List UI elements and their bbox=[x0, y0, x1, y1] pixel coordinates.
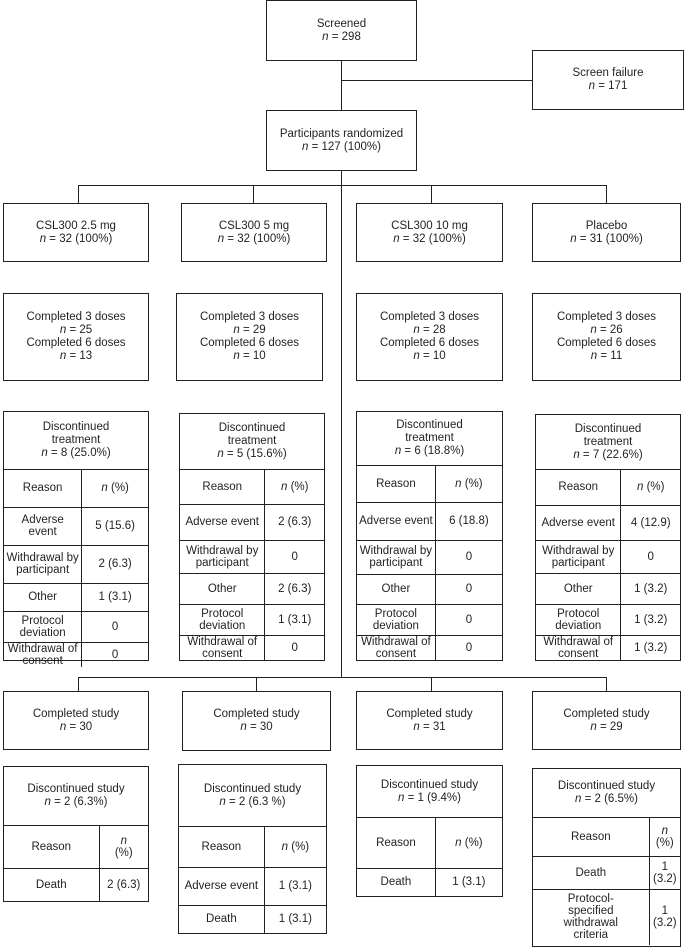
table-row bbox=[4, 642, 148, 667]
screen-failure-n: n = 171 bbox=[588, 80, 628, 92]
reason-cell: Death bbox=[357, 868, 435, 896]
disc-n: n = 6 (18.8%) bbox=[394, 445, 465, 457]
completed3-n: n = 29 bbox=[233, 324, 266, 336]
table-row bbox=[357, 635, 502, 660]
value-cell: 1 (3.1) bbox=[435, 868, 502, 896]
value-cell: 5 (15.6) bbox=[82, 507, 148, 545]
table-row bbox=[4, 611, 148, 642]
reason-header: Reason bbox=[4, 470, 82, 507]
randomized-box bbox=[266, 110, 417, 171]
reason-cell: Withdrawal by participant bbox=[357, 540, 435, 574]
disc-study-label: Discontinued study bbox=[27, 783, 125, 795]
disc-label: Discontinued treatment bbox=[42, 421, 110, 446]
value-cell: 1 (3.1) bbox=[264, 867, 326, 905]
discontinued-treatment-caption bbox=[180, 414, 324, 470]
completed-study-label: Completed study bbox=[386, 707, 473, 720]
completed3-label: Completed 3 doses bbox=[556, 311, 657, 323]
value-cell: 4 (12.9) bbox=[621, 505, 680, 540]
value-cell: 1 (3.1) bbox=[82, 583, 148, 611]
discontinued-treatment-caption bbox=[357, 412, 502, 466]
disc-study-label: Discontinued study bbox=[557, 780, 656, 792]
completed3-label: Completed 3 doses bbox=[26, 311, 126, 323]
reason-cell: Death bbox=[179, 905, 264, 933]
reason-cell: Death bbox=[4, 868, 99, 901]
table-row bbox=[536, 573, 680, 604]
completed-study-n: n = 29 bbox=[590, 720, 623, 733]
screen-failure-label: Screen failure bbox=[572, 67, 644, 79]
arm-box bbox=[532, 203, 681, 262]
completed-study-label: Completed study bbox=[32, 707, 120, 720]
n-header: n (%) bbox=[265, 470, 324, 504]
value-cell: 0 bbox=[265, 635, 324, 660]
reason-cell: Other bbox=[357, 574, 435, 604]
reason-cell: Other bbox=[180, 573, 265, 604]
table-header-row bbox=[357, 818, 502, 868]
disc-study-label: Discontinued study bbox=[203, 782, 302, 795]
reason-cell: Death bbox=[533, 856, 649, 889]
disc-study-n: n = 2 (6.5%) bbox=[575, 793, 638, 805]
completed6-label: Completed 6 doses bbox=[556, 337, 657, 349]
value-cell: 0 bbox=[435, 574, 502, 604]
connector bbox=[78, 677, 79, 691]
value-cell: 2 (6.3) bbox=[99, 868, 148, 901]
discontinued-treatment-caption bbox=[4, 412, 148, 470]
reasons-table bbox=[4, 470, 148, 667]
disc-label: Discontinued treatment bbox=[574, 422, 642, 448]
arm-box bbox=[356, 203, 503, 262]
arm-n: n = 32 (100%) bbox=[217, 232, 291, 245]
reasons-table bbox=[357, 466, 502, 660]
connector bbox=[431, 185, 432, 203]
reason-header: Reason bbox=[357, 466, 435, 502]
table-row bbox=[180, 635, 324, 660]
connector bbox=[341, 80, 532, 81]
reason-cell: Protocol-specified withdrawal criteria bbox=[533, 889, 649, 945]
table-row bbox=[4, 868, 148, 901]
table-row bbox=[4, 545, 148, 583]
arm-n: n = 32 (100%) bbox=[39, 232, 113, 245]
discontinued-treatment-table bbox=[179, 413, 325, 661]
reason-cell: Protocol deviation bbox=[357, 604, 435, 635]
arm-name: CSL300 10 mg bbox=[391, 219, 468, 232]
value-cell: 0 bbox=[435, 604, 502, 635]
value-cell: 1 (3.2) bbox=[621, 573, 680, 604]
completed6-n: n = 10 bbox=[413, 350, 446, 362]
table-header-row bbox=[180, 470, 324, 504]
table-row bbox=[357, 502, 502, 540]
arm-name: Placebo bbox=[585, 219, 628, 232]
discontinued-treatment-table bbox=[3, 411, 149, 667]
reason-cell: Adverse event bbox=[4, 507, 82, 545]
randomized-label: Participants randomized bbox=[279, 127, 404, 140]
completed-doses-box bbox=[532, 293, 681, 381]
reason-header: Reason bbox=[357, 818, 435, 868]
value-cell: 2 (6.3) bbox=[82, 545, 148, 583]
arm-name: CSL300 2.5 mg bbox=[36, 219, 116, 232]
reason-header: Reason bbox=[4, 826, 99, 868]
completed6-label: Completed 6 doses bbox=[379, 337, 480, 349]
study-reasons-table bbox=[4, 826, 148, 901]
completed-study-label: Completed study bbox=[563, 707, 650, 720]
reason-cell: Withdrawal by participant bbox=[536, 540, 621, 573]
completed3-n: n = 25 bbox=[59, 324, 93, 336]
table-row bbox=[180, 540, 324, 573]
arm-box bbox=[3, 203, 149, 262]
n-header: n (%) bbox=[435, 818, 502, 868]
completed-study-box bbox=[3, 691, 149, 750]
connector bbox=[256, 677, 257, 691]
value-cell: 0 bbox=[265, 540, 324, 573]
table-row bbox=[179, 867, 326, 905]
reason-cell: Other bbox=[536, 573, 621, 604]
reason-cell: Withdrawal of consent bbox=[180, 635, 265, 660]
value-cell: 0 bbox=[435, 540, 502, 574]
completed-doses-box bbox=[356, 293, 503, 381]
table-row bbox=[4, 507, 148, 545]
discontinued-treatment-table bbox=[535, 414, 681, 661]
table-row bbox=[180, 573, 324, 604]
screened-box bbox=[266, 0, 417, 61]
completed3-label: Completed 3 doses bbox=[379, 311, 480, 323]
arm-name: CSL300 5 mg bbox=[218, 219, 290, 232]
discontinued-study-table bbox=[178, 764, 327, 934]
n-header: n (%) bbox=[649, 818, 680, 856]
discontinued-study-caption bbox=[179, 765, 326, 827]
disc-n: n = 8 (25.0%) bbox=[41, 447, 111, 459]
value-cell: 1 (3.2) bbox=[621, 635, 680, 660]
disc-study-label: Discontinued study bbox=[380, 778, 479, 791]
table-row bbox=[536, 604, 680, 635]
table-header-row bbox=[357, 466, 502, 502]
disc-study-n: n = 1 (9.4%) bbox=[398, 791, 461, 804]
table-row bbox=[536, 635, 680, 660]
table-row bbox=[180, 604, 324, 635]
table-row bbox=[536, 505, 680, 540]
value-cell: 1 (3.2) bbox=[621, 604, 680, 635]
disc-n: n = 5 (15.6%) bbox=[217, 448, 287, 460]
disc-study-n: n = 2 (6.3 %) bbox=[219, 795, 286, 808]
n-header: n (%) bbox=[264, 827, 326, 867]
reason-cell: Withdrawal of consent bbox=[4, 642, 82, 667]
table-header-row bbox=[4, 470, 148, 507]
connector bbox=[78, 185, 606, 186]
study-reasons-table bbox=[179, 827, 326, 933]
completed-study-box bbox=[182, 691, 331, 751]
screened-n: n = 298 bbox=[322, 30, 361, 43]
value-cell: 0 bbox=[435, 635, 502, 660]
reason-header: Reason bbox=[180, 470, 265, 504]
completed-study-n: n = 31 bbox=[413, 720, 446, 733]
completed6-label: Completed 6 doses bbox=[199, 337, 300, 349]
study-reasons-table bbox=[533, 818, 680, 945]
discontinued-study-table bbox=[356, 765, 503, 897]
discontinued-treatment-table bbox=[356, 411, 503, 661]
arm-n: n = 31 (100%) bbox=[570, 232, 643, 245]
reason-cell: Withdrawal by participant bbox=[4, 545, 82, 583]
completed-study-label: Completed study bbox=[213, 708, 300, 720]
completed-study-n: n = 30 bbox=[240, 721, 273, 733]
completed6-n: n = 10 bbox=[233, 350, 266, 362]
table-row bbox=[180, 504, 324, 540]
table-row bbox=[357, 604, 502, 635]
completed3-n: n = 28 bbox=[413, 324, 446, 336]
table-row bbox=[179, 905, 326, 933]
table-row bbox=[533, 856, 680, 889]
screened-label: Screened bbox=[316, 17, 367, 30]
randomized-n: n = 127 (100%) bbox=[302, 140, 381, 153]
screen-failure-box bbox=[532, 50, 684, 110]
value-cell: 2 (6.3) bbox=[265, 573, 324, 604]
discontinued-study-caption bbox=[4, 767, 148, 826]
disc-label: Discontinued treatment bbox=[396, 419, 463, 444]
discontinued-study-table bbox=[3, 766, 149, 902]
table-row bbox=[357, 540, 502, 574]
disc-n: n = 7 (22.6%) bbox=[573, 448, 643, 461]
connector bbox=[78, 185, 79, 203]
table-row bbox=[4, 583, 148, 611]
n-header: n (%) bbox=[435, 466, 502, 502]
connector bbox=[341, 61, 342, 110]
table-header-row bbox=[533, 818, 680, 856]
reason-cell: Adverse event bbox=[357, 502, 435, 540]
value-cell: 0 bbox=[621, 540, 680, 573]
table-header-row bbox=[536, 470, 680, 505]
completed-doses-box bbox=[3, 293, 149, 381]
completed-doses-box bbox=[176, 293, 323, 381]
reason-cell: Adverse event bbox=[180, 504, 265, 540]
connector bbox=[78, 677, 606, 678]
discontinued-treatment-caption bbox=[536, 415, 680, 470]
completed6-n: n = 13 bbox=[59, 350, 93, 362]
connector bbox=[606, 185, 607, 203]
table-header-row bbox=[4, 826, 148, 868]
value-cell: 0 bbox=[82, 642, 148, 667]
arm-n: n = 32 (100%) bbox=[393, 232, 466, 245]
reasons-table bbox=[536, 470, 680, 660]
reason-header: Reason bbox=[533, 818, 649, 856]
completed3-n: n = 26 bbox=[590, 324, 623, 336]
reason-cell: Protocol deviation bbox=[180, 604, 265, 635]
disc-label: Discontinued treatment bbox=[218, 422, 286, 447]
n-header: n (%) bbox=[99, 826, 148, 868]
reason-cell: Withdrawal of consent bbox=[536, 635, 621, 660]
n-header: n (%) bbox=[621, 470, 680, 505]
value-cell: 0 bbox=[82, 611, 148, 642]
connector bbox=[606, 677, 607, 691]
value-cell: 2 (6.3) bbox=[265, 504, 324, 540]
reason-cell: Other bbox=[4, 583, 82, 611]
reason-header: Reason bbox=[536, 470, 621, 505]
value-cell: 1 (3.1) bbox=[264, 905, 326, 933]
discontinued-study-caption bbox=[533, 769, 680, 818]
value-cell: 6 (18.8) bbox=[435, 502, 502, 540]
connector bbox=[253, 185, 254, 203]
completed6-label: Completed 6 doses bbox=[26, 337, 126, 349]
completed6-n: n = 11 bbox=[590, 350, 623, 362]
study-reasons-table bbox=[357, 818, 502, 896]
value-cell: 1 (3.1) bbox=[265, 604, 324, 635]
reason-cell: Protocol deviation bbox=[536, 604, 621, 635]
reasons-table bbox=[180, 470, 324, 660]
completed-study-box bbox=[532, 691, 681, 750]
connector bbox=[341, 171, 342, 678]
discontinued-study-table bbox=[532, 768, 681, 947]
value-cell: 1 (3.2) bbox=[649, 856, 680, 889]
reason-cell: Withdrawal by participant bbox=[180, 540, 265, 573]
arm-box bbox=[181, 203, 327, 262]
connector bbox=[431, 677, 432, 691]
reason-cell: Protocol deviation bbox=[4, 611, 82, 642]
n-header: n (%) bbox=[82, 470, 148, 507]
reason-cell: Adverse event bbox=[536, 505, 621, 540]
reason-cell: Withdrawal of consent bbox=[357, 635, 435, 660]
disc-study-n: n = 2 (6.3%) bbox=[44, 796, 108, 808]
completed3-label: Completed 3 doses bbox=[199, 311, 300, 323]
table-row bbox=[536, 540, 680, 573]
reason-header: Reason bbox=[179, 827, 264, 867]
table-row bbox=[357, 868, 502, 896]
completed-study-n: n = 30 bbox=[59, 720, 93, 733]
table-row bbox=[357, 574, 502, 604]
table-header-row bbox=[179, 827, 326, 867]
reason-cell: Adverse event bbox=[179, 867, 264, 905]
discontinued-study-caption bbox=[357, 766, 502, 818]
value-cell: 1 (3.2) bbox=[649, 889, 680, 945]
table-row bbox=[533, 889, 680, 945]
completed-study-box bbox=[356, 691, 503, 750]
